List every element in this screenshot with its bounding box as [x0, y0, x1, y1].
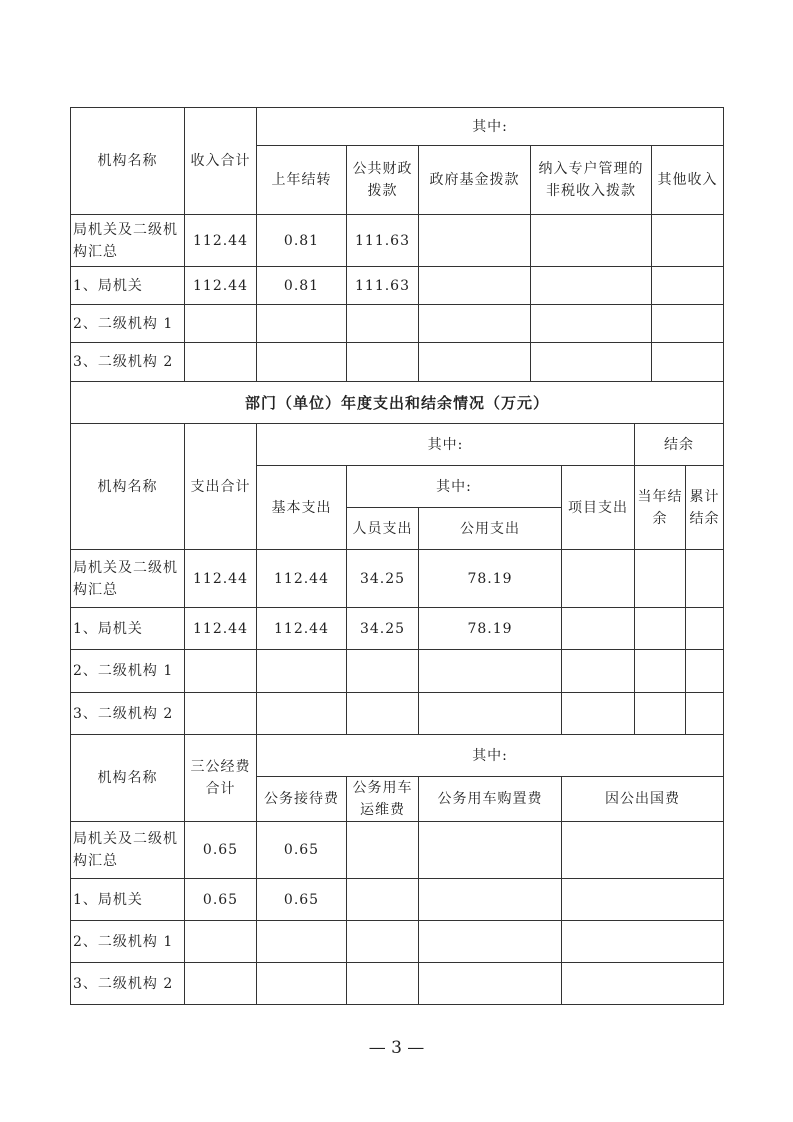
- three-public-total: 0.65: [185, 822, 257, 879]
- abroad: [562, 879, 724, 921]
- expense-total: [185, 693, 257, 735]
- personnel: [347, 693, 419, 735]
- header-name: 机构名称: [71, 108, 185, 215]
- public-use: 78.19: [419, 608, 562, 650]
- org-name: 局机关及二级机构汇总: [71, 215, 185, 267]
- cumulative-balance: [686, 650, 724, 693]
- project: [562, 550, 635, 608]
- header-basic: 基本支出: [257, 466, 347, 550]
- reception: 0.65: [257, 822, 347, 879]
- header-cumulative-balance: 累计结余: [686, 466, 724, 550]
- org-name: 1、局机关: [71, 608, 185, 650]
- expense-total: [185, 650, 257, 693]
- current-balance: [635, 693, 686, 735]
- table-row: [71, 550, 724, 608]
- vehicle-ops: [347, 921, 419, 963]
- basic: 112.44: [257, 608, 347, 650]
- table-row: [71, 305, 724, 343]
- org-name: 3、二级机构 2: [71, 343, 185, 382]
- public-finance: [347, 343, 419, 382]
- header-of-which: 其中:: [257, 424, 635, 466]
- cumulative-balance: [686, 608, 724, 650]
- header-three-public-total: 三公经费合计: [185, 735, 257, 822]
- header-of-which: 其中:: [257, 108, 724, 146]
- header-current-balance: 当年结余: [635, 466, 686, 550]
- gov-fund: [419, 267, 531, 305]
- vehicle-ops: [347, 879, 419, 921]
- org-name: 1、局机关: [71, 879, 185, 921]
- other-income: [652, 215, 724, 267]
- org-name: 2、二级机构 1: [71, 650, 185, 693]
- other-income: [652, 267, 724, 305]
- header-other-income: 其他收入: [652, 146, 724, 215]
- basic: [257, 693, 347, 735]
- vehicle-ops: [347, 822, 419, 879]
- header-vehicle-purchase: 公务用车购置费: [419, 777, 562, 822]
- org-name: 3、二级机构 2: [71, 693, 185, 735]
- header-reception: 公务接待费: [257, 777, 347, 822]
- basic: [257, 650, 347, 693]
- other-income: [652, 343, 724, 382]
- header-carryover: 上年结转: [257, 146, 347, 215]
- table-row: [71, 267, 724, 305]
- personnel: 34.25: [347, 608, 419, 650]
- table-row: [71, 343, 724, 382]
- carryover: 0.81: [257, 215, 347, 267]
- three-public-total: 0.65: [185, 879, 257, 921]
- table-row: [71, 382, 724, 424]
- header-expense-total: 支出合计: [185, 424, 257, 550]
- expense-total: 112.44: [185, 550, 257, 608]
- personnel: [347, 650, 419, 693]
- non-tax: [531, 267, 652, 305]
- vehicle-purchase: [419, 879, 562, 921]
- vehicle-purchase: [419, 822, 562, 879]
- gov-fund: [419, 215, 531, 267]
- income-total: [185, 343, 257, 382]
- table-row: [71, 608, 724, 650]
- other-income: [652, 305, 724, 343]
- income-total: [185, 305, 257, 343]
- reception: 0.65: [257, 879, 347, 921]
- org-name: 2、二级机构 1: [71, 305, 185, 343]
- carryover: 0.81: [257, 267, 347, 305]
- header-gov-fund: 政府基金拨款: [419, 146, 531, 215]
- basic: 112.44: [257, 550, 347, 608]
- header-public-finance: 公共财政拨款: [347, 146, 419, 215]
- reception: [257, 963, 347, 1005]
- public-use: 78.19: [419, 550, 562, 608]
- header-name: 机构名称: [71, 424, 185, 550]
- vehicle-purchase: [419, 921, 562, 963]
- table-row: [71, 822, 724, 879]
- org-name: 2、二级机构 1: [71, 921, 185, 963]
- header-personnel: 人员支出: [347, 508, 419, 550]
- income-total: 112.44: [185, 215, 257, 267]
- personnel: 34.25: [347, 550, 419, 608]
- project: [562, 650, 635, 693]
- non-tax: [531, 215, 652, 267]
- header-of-which: 其中:: [257, 735, 724, 777]
- cumulative-balance: [686, 693, 724, 735]
- public-use: [419, 650, 562, 693]
- table-row: [71, 693, 724, 735]
- org-name: 局机关及二级机构汇总: [71, 550, 185, 608]
- header-non-tax: 纳入专户管理的非税收入拨款: [531, 146, 652, 215]
- current-balance: [635, 608, 686, 650]
- org-name: 3、二级机构 2: [71, 963, 185, 1005]
- abroad: [562, 921, 724, 963]
- header-income-total: 收入合计: [185, 108, 257, 215]
- non-tax: [531, 343, 652, 382]
- section-title: 部门（单位）年度支出和结余情况（万元）: [71, 382, 724, 424]
- header-public-use: 公用支出: [419, 508, 562, 550]
- reception: [257, 921, 347, 963]
- budget-table: [70, 107, 724, 1005]
- income-total: 112.44: [185, 267, 257, 305]
- table-row: [71, 215, 724, 267]
- expense-total: 112.44: [185, 608, 257, 650]
- header-abroad: 因公出国费: [562, 777, 724, 822]
- public-finance: [347, 305, 419, 343]
- carryover: [257, 305, 347, 343]
- table-row: [71, 921, 724, 963]
- public-finance: 111.63: [347, 267, 419, 305]
- gov-fund: [419, 343, 531, 382]
- table-row: [71, 735, 724, 777]
- current-balance: [635, 650, 686, 693]
- header-name: 机构名称: [71, 735, 185, 822]
- non-tax: [531, 305, 652, 343]
- header-balance: 结余: [635, 424, 724, 466]
- header-project: 项目支出: [562, 466, 635, 550]
- abroad: [562, 822, 724, 879]
- three-public-total: [185, 963, 257, 1005]
- org-name: 局机关及二级机构汇总: [71, 822, 185, 879]
- current-balance: [635, 550, 686, 608]
- gov-fund: [419, 305, 531, 343]
- vehicle-purchase: [419, 963, 562, 1005]
- table-row: [71, 963, 724, 1005]
- three-public-total: [185, 921, 257, 963]
- public-use: [419, 693, 562, 735]
- carryover: [257, 343, 347, 382]
- table-row: [71, 424, 724, 466]
- table-row: [71, 879, 724, 921]
- public-finance: 111.63: [347, 215, 419, 267]
- table-row: [71, 650, 724, 693]
- cumulative-balance: [686, 550, 724, 608]
- page-number: — 3 —: [368, 1038, 425, 1058]
- header-vehicle-ops: 公务用车运维费: [347, 777, 419, 822]
- vehicle-ops: [347, 963, 419, 1005]
- project: [562, 693, 635, 735]
- header-of-which-2: 其中:: [347, 466, 562, 508]
- org-name: 1、局机关: [71, 267, 185, 305]
- project: [562, 608, 635, 650]
- abroad: [562, 963, 724, 1005]
